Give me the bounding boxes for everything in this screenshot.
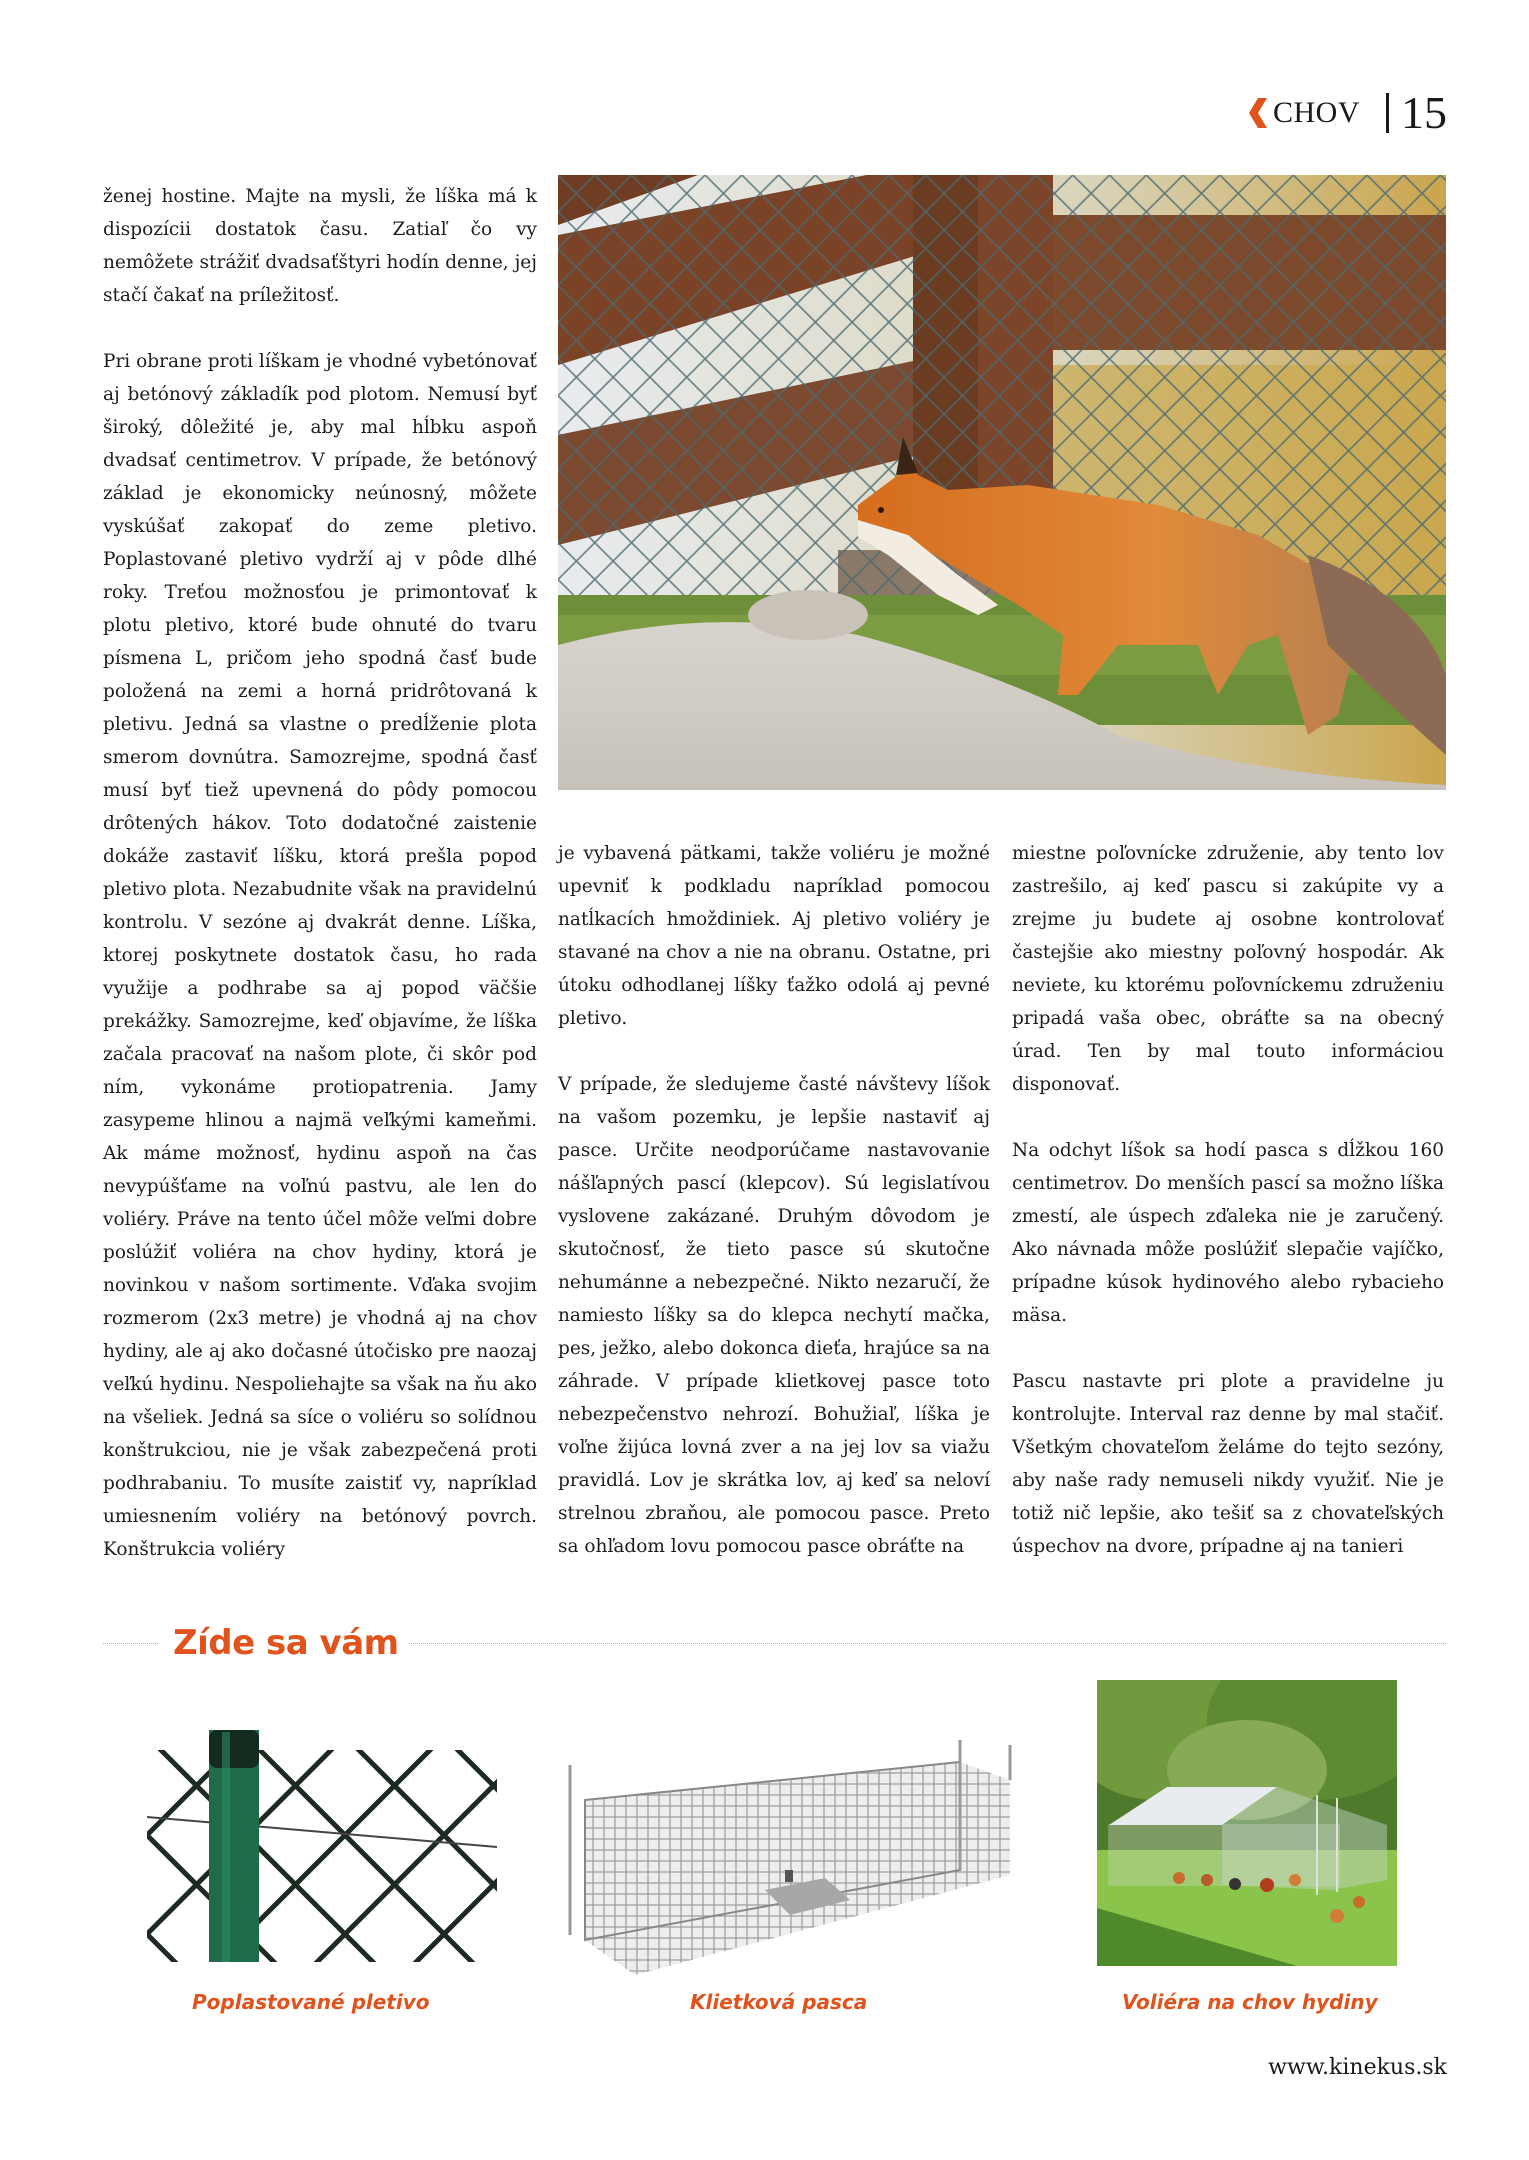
product-image-poultry-run[interactable] — [1097, 1680, 1397, 1966]
paragraph: miestne poľovnícke združenie, aby tento lov zastrešilo, aj keď pascu si zakúpite vy a zrejme ju budete aj osobne kontrolovať častejšie ako miestny poľovný hospodár. Ak neviete, ku ktorému poľovníckemu združeniu pripadá vaša obec, obráťte sa na obecný úrad. Ten by mal touto informáciou disponovať. — [1012, 843, 1444, 1095]
chevron-left-icon — [1249, 98, 1267, 128]
article-column-2 — [558, 837, 990, 1563]
article-column-3 — [1012, 837, 1444, 1563]
product-caption[interactable]: Klietková pasca — [690, 1990, 868, 2014]
fox-photo-illustration — [558, 175, 1446, 790]
divider — [409, 1643, 1446, 1644]
header-divider — [1386, 93, 1389, 133]
page-header — [1249, 88, 1447, 138]
fox-photo — [558, 175, 1446, 790]
divider — [103, 1643, 158, 1644]
product-caption[interactable]: Voliéra na chov hydiny — [1122, 1990, 1378, 2014]
paragraph: V prípade, že sledujeme časté návštevy líšok na vašom pozemku, je lepšie nastaviť aj pasce. Určite neodporúčame nastavovanie nášľapných pascí (klepcov). Sú legislatívou vyslovene zakázané. Druhým dôvodom je skutočnosť, že tieto pasce sú skutočne nehumánne a nebezpečné. Nikto nezaručí, že namiesto líšky sa do klepca nechytí mačka, pes, ježko, alebo dokonca dieťa, hrajúce sa na záhrade. V prípade klietkovej pasce toto nebezpečenstvo nehrozí. Bohužiaľ, líška je voľne žijúca lovná zver a na jej lov sa viažu pravidlá. Lov je skrátka lov, aj keď sa neloví strelnou zbraňou, ale pomocou pasce. Preto sa ohľadom lovu pomocou pasce obráťte na — [558, 1074, 990, 1557]
paragraph: ženej hostine. Majte na mysli, že líška má k dispozícii dostatok času. Zatiaľ čo vy nemôžete strážiť dvadsaťštyri hodín denne, jej stačí čakať na príležitosť. — [103, 186, 537, 306]
footer-website-link[interactable]: www.kinekus.sk — [1268, 2055, 1447, 2080]
product-caption[interactable]: Poplastované pletivo — [192, 1990, 430, 2014]
article-column-1 — [103, 180, 537, 1566]
related-products-title: Zíde sa vám — [173, 1623, 399, 1663]
product-image-cage-trap[interactable] — [560, 1740, 1030, 1975]
paragraph: Na odchyt líšok sa hodí pasca s dĺžkou 160 centimetrov. Do menších pascí sa možno líška zmestí, ale úspech zďaleka nie je zaručený. Ako návnada môže poslúžiť slepačie vajíčko, prípadne kúsok hydinového alebo rybacieho mäsa. — [1012, 1140, 1444, 1326]
paragraph: je vybavená pätkami, takže voliéru je možné upevniť k podkladu napríklad pomocou natĺkacích hmoždiniek. Aj pletivo voliéry je stavané na chov a nie na obranu. Ostatne, pri útoku odhodlanej líšky ťažko odolá aj pevné pletivo. — [558, 843, 990, 1029]
paragraph: Pri obrane proti líškam je vhodné vybetónovať aj betónový základík pod plotom. Nemusí byť široký, dôležité je, aby mal hĺbku aspoň dvadsať centimetrov. V prípade, že betónový základ je ekonomicky neúnosný, môžete vyskúšať zakopať do zeme pletivo. Poplastované pletivo vydrží aj v pôde dlhé roky. Treťou možnosťou je primontovať k plotu pletivo, ktoré bude ohnuté do tvaru písmena L, pričom jeho spodná časť bude položená na zemi a horná pridrôtovaná k pletivu. Jedná sa vlastne o predĺženie plota smerom dovnútra. Samozrejme, spodná časť musí byť tiež upevnená do pôdy pomocou drôtených hákov. Toto dodatočné zaistenie dokáže zastaviť líšku, ktorá prešla popod pletivo plota. Nezabudnite však na pravidelnú kontrolu. V sezóne aj dvakrát denne. Líška, ktorej poskytnete dostatok času, ho rada využije a podhrabe sa aj popod väčšie prekážky. Samozrejme, keď objavíme, že líška začala pracovať na našom plote, či skôr pod ním, vykonáme protiopatrenia. Jamy zasypeme hlinou a najmä veľkými kameňmi. Ak máme možnosť, hydinu aspoň na čas nevypúšťame na voľnú pastvu, ale len do voliéry. Práve na tento účel môže veľmi dobre poslúžiť voliéra na chov hydiny, ktorá je novinkou v našom sortimente. Vďaka svojim rozmerom (2x3 metre) je vhodná aj na chov hydiny, ale aj ako dočasné útočisko pre naozaj veľkú hydinu. Nespoliehajte sa však na ňu ako na všeliek. Jedná sa síce o voliéru so solídnou konštrukciou, nie je však zabezpečená proti podhrabaniu. To musíte zaistiť vy, napríklad umiesnením voliéry na betónový povrch. Konštrukcia voliéry — [103, 351, 537, 1560]
paragraph: Pascu nastavte pri plote a pravidelne ju kontrolujte. Interval raz denne by mal stačiť. Všetkým chovateľom želáme do tejto sezóny, aby naše rady nemuseli nikdy využiť. Nie je totiž nič lepšie, ako tešiť sa z chovateľských úspechov na dvore, prípadne aj na tanieri — [1012, 1371, 1444, 1557]
product-image-fence-mesh[interactable] — [147, 1722, 507, 1962]
related-products-heading-row — [103, 1618, 1446, 1668]
section-name: CHOV — [1272, 96, 1360, 129]
page-number: 15 — [1401, 87, 1447, 138]
